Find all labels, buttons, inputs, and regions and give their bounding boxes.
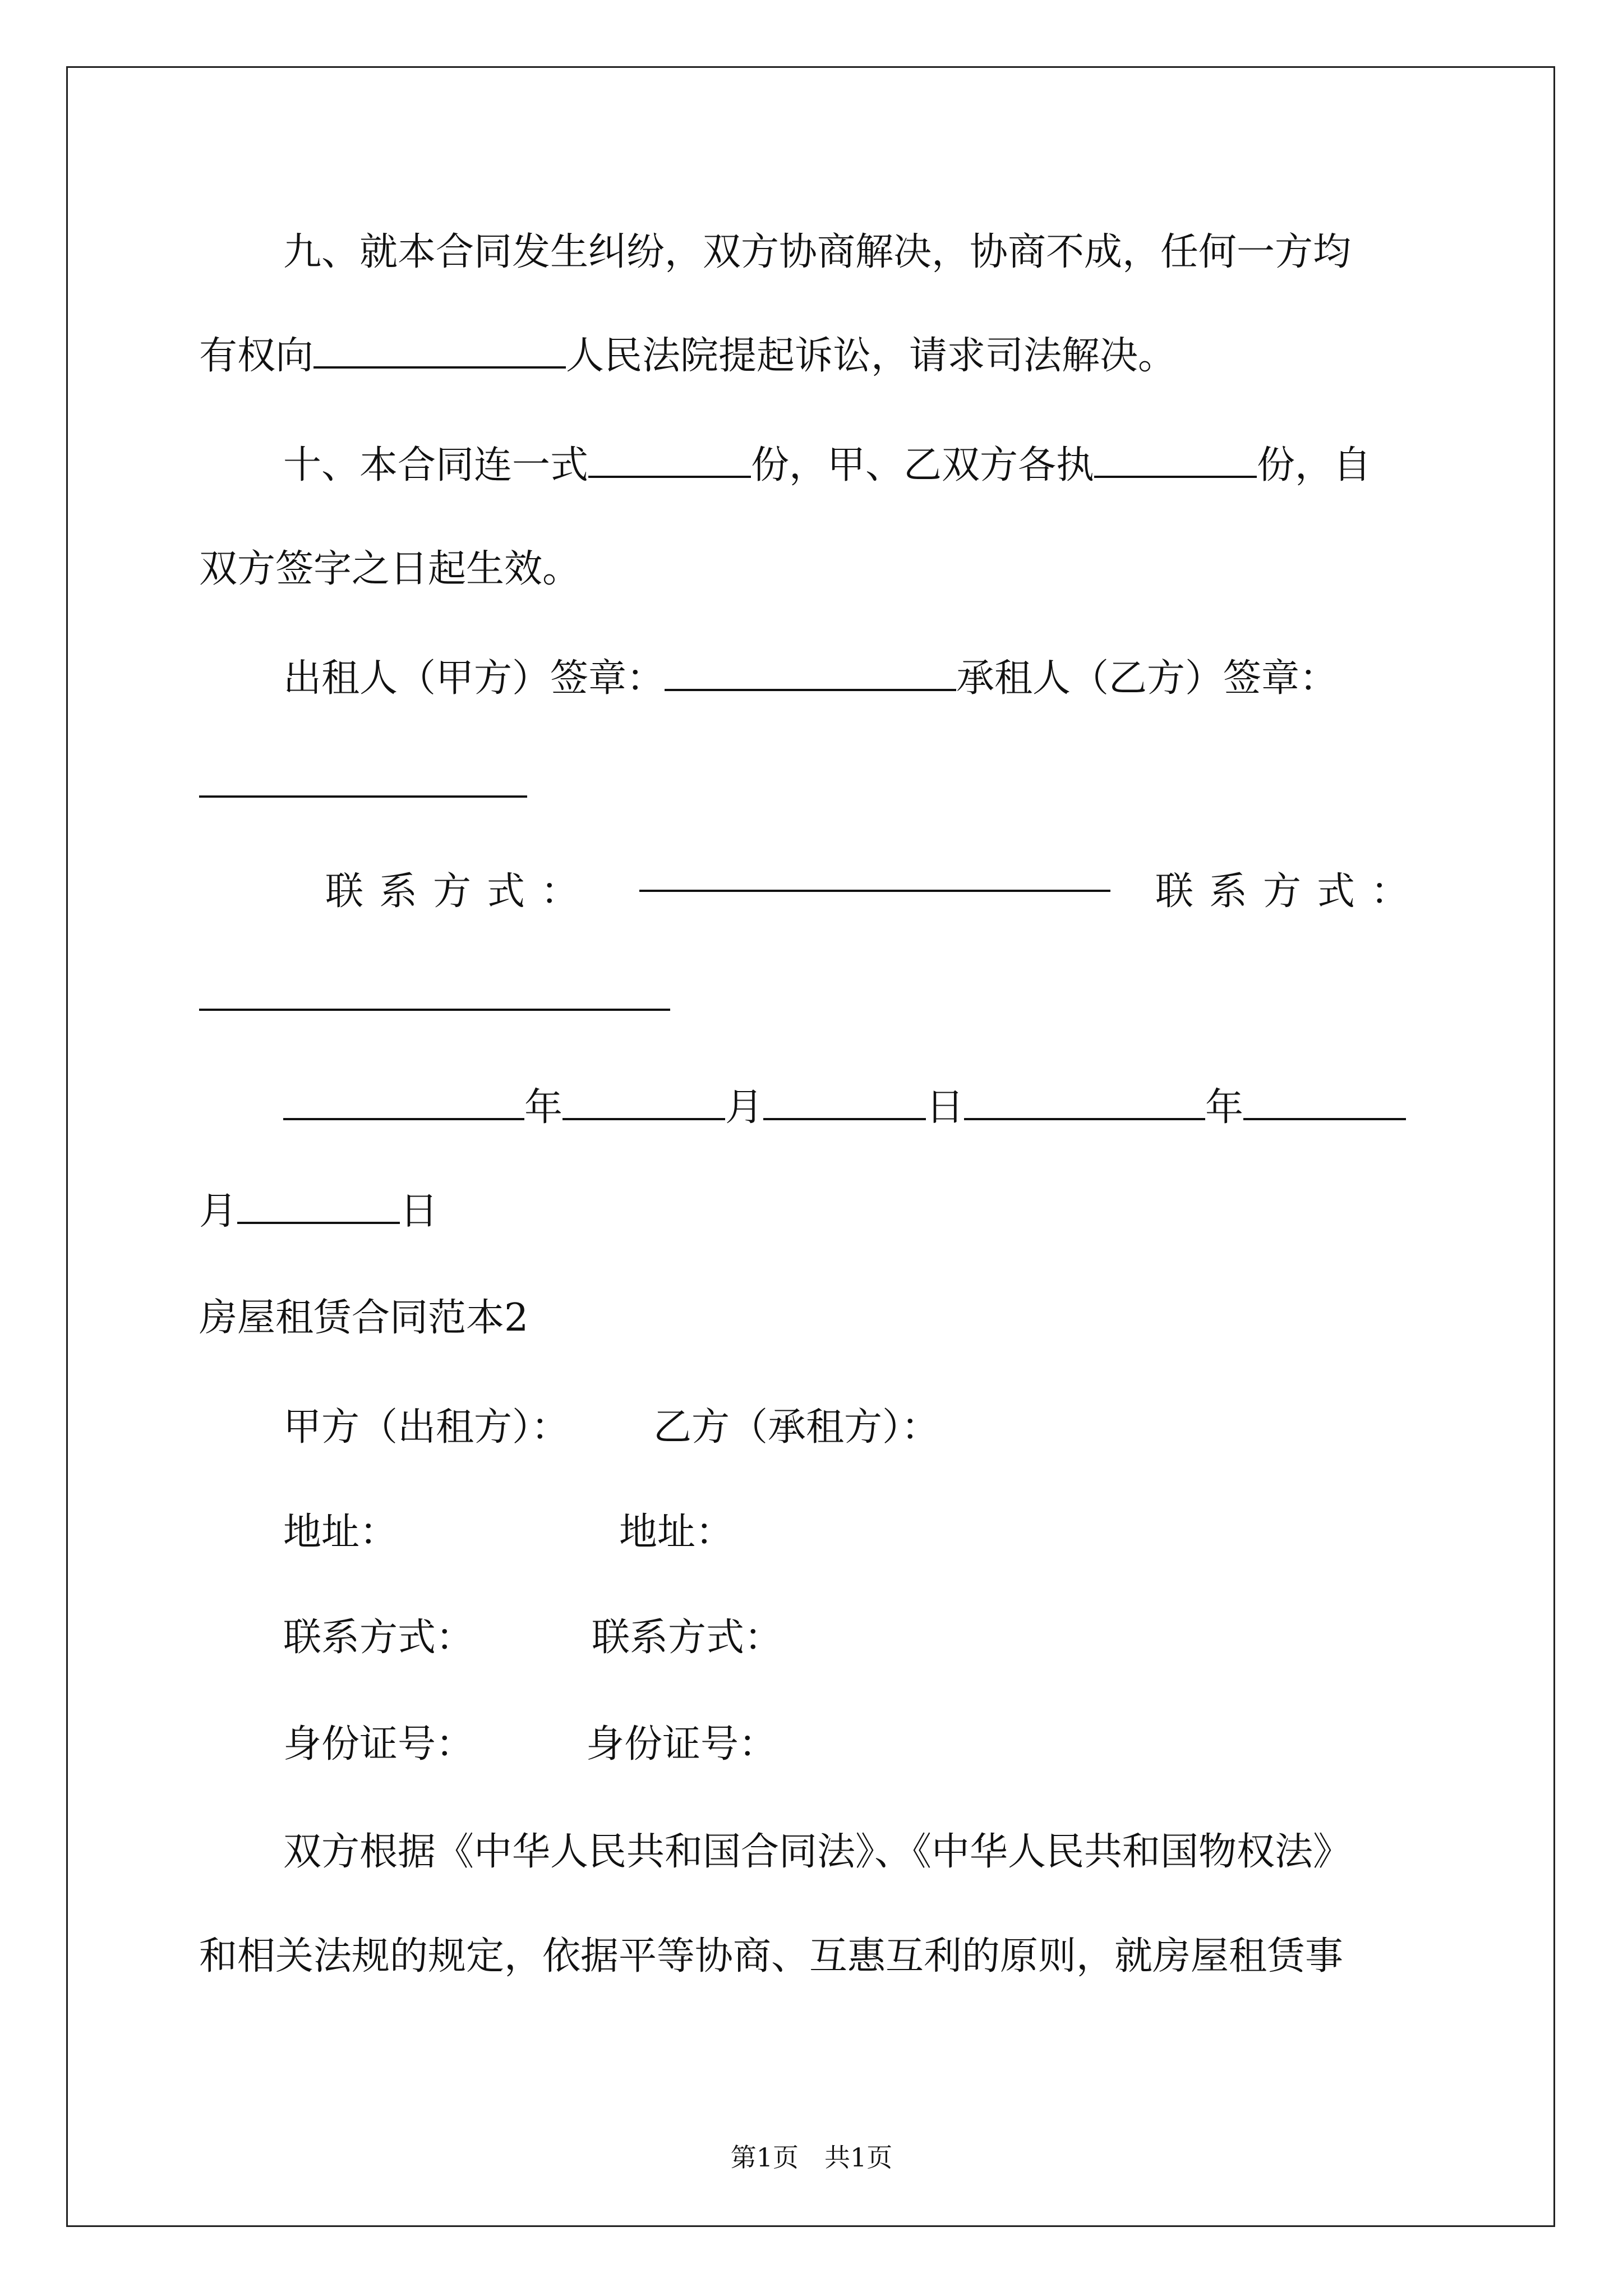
party-a-label: 甲方（出租方）： — [283, 1405, 570, 1450]
month-label: 月 — [725, 1085, 764, 1130]
month-label: 月 — [199, 1189, 238, 1234]
date-line-2 — [199, 1178, 1433, 1245]
clause-10-text-c: 份，自 — [1257, 443, 1372, 487]
lessor-day-blank[interactable] — [763, 1087, 926, 1120]
clause-10-line-1 — [283, 432, 1517, 499]
page-border — [66, 66, 1555, 2227]
clause-9-line-1 — [283, 219, 1517, 286]
id-b-label: 身份证号： — [586, 1722, 777, 1766]
date-line — [283, 1074, 1517, 1142]
signature-line — [283, 645, 1517, 712]
clause-10-text-2: 双方签字之日起生效。 — [199, 547, 581, 591]
id-a-label: 身份证号： — [283, 1722, 474, 1766]
section-title-text: 房屋租赁合同范本2 — [199, 1296, 529, 1340]
id-line — [283, 1711, 1517, 1778]
lessor-contact-blank[interactable] — [639, 858, 1110, 892]
contact-line — [325, 858, 1424, 926]
lessee-contact-line — [199, 965, 1433, 1032]
clause-10-text-a: 十、本合同连一式 — [283, 443, 589, 487]
lessor-signature-blank[interactable] — [665, 657, 956, 691]
preamble-line-1 — [283, 1819, 1517, 1886]
lessee-signature-blank[interactable] — [199, 764, 527, 798]
lessor-contact-label: 联系方式： — [325, 869, 595, 914]
clause-10-line-2 — [199, 536, 1433, 603]
contact-a-label: 联系方式： — [283, 1616, 474, 1660]
contact-info-line — [283, 1604, 1517, 1672]
year-label: 年 — [1205, 1085, 1244, 1130]
clause-9-text: 九、就本合同发生纠纷，双方协商解决，协商不成，任何一方均 — [283, 230, 1352, 274]
lessee-month-blank[interactable] — [1243, 1087, 1406, 1120]
preamble-line-2 — [199, 1923, 1433, 1990]
court-name-blank[interactable] — [313, 335, 566, 369]
day-label: 日 — [926, 1085, 965, 1130]
address-a-label: 地址： — [283, 1510, 398, 1554]
page-footer: 第1页 共1页 — [730, 2142, 893, 2173]
lessor-year-blank[interactable] — [283, 1087, 524, 1120]
lessee-year-blank[interactable] — [964, 1087, 1205, 1120]
contact-b-label: 联系方式： — [592, 1616, 783, 1660]
address-b-label: 地址： — [619, 1510, 734, 1554]
copies-each-blank[interactable] — [1094, 444, 1257, 478]
parties-line — [283, 1394, 1517, 1461]
day-label: 日 — [400, 1189, 439, 1234]
address-line — [283, 1499, 1517, 1566]
lessee-signature-line — [199, 752, 1433, 819]
clause-10-text-b: 份，甲、乙双方各执 — [751, 443, 1095, 487]
party-b-label: 乙方（承租方）： — [653, 1405, 940, 1450]
year-label: 年 — [524, 1085, 563, 1130]
lessee-signature-label: 承租人（乙方）签章： — [956, 656, 1338, 701]
lessee-contact-label: 联系方式： — [1155, 869, 1424, 914]
lessee-day-blank[interactable] — [237, 1190, 400, 1224]
clause-9-text-a: 有权向 — [199, 334, 314, 378]
preamble-text-1: 双方根据《中华人民共和国合同法》、《中华人民共和国物权法》 — [283, 1830, 1352, 1874]
lessee-contact-blank[interactable] — [199, 977, 670, 1011]
clause-9-text-b: 人民法院提起诉讼，请求司法解决。 — [566, 334, 1177, 378]
clause-9-line-2 — [199, 323, 1433, 390]
section-2-title — [199, 1285, 1433, 1352]
lessor-month-blank[interactable] — [562, 1087, 725, 1120]
preamble-text-2: 和相关法规的规定，依据平等协商、互惠互利的原则，就房屋租赁事 — [199, 1934, 1344, 1978]
lessor-signature-label: 出租人（甲方）签章： — [283, 656, 665, 701]
copies-total-blank[interactable] — [588, 444, 751, 478]
